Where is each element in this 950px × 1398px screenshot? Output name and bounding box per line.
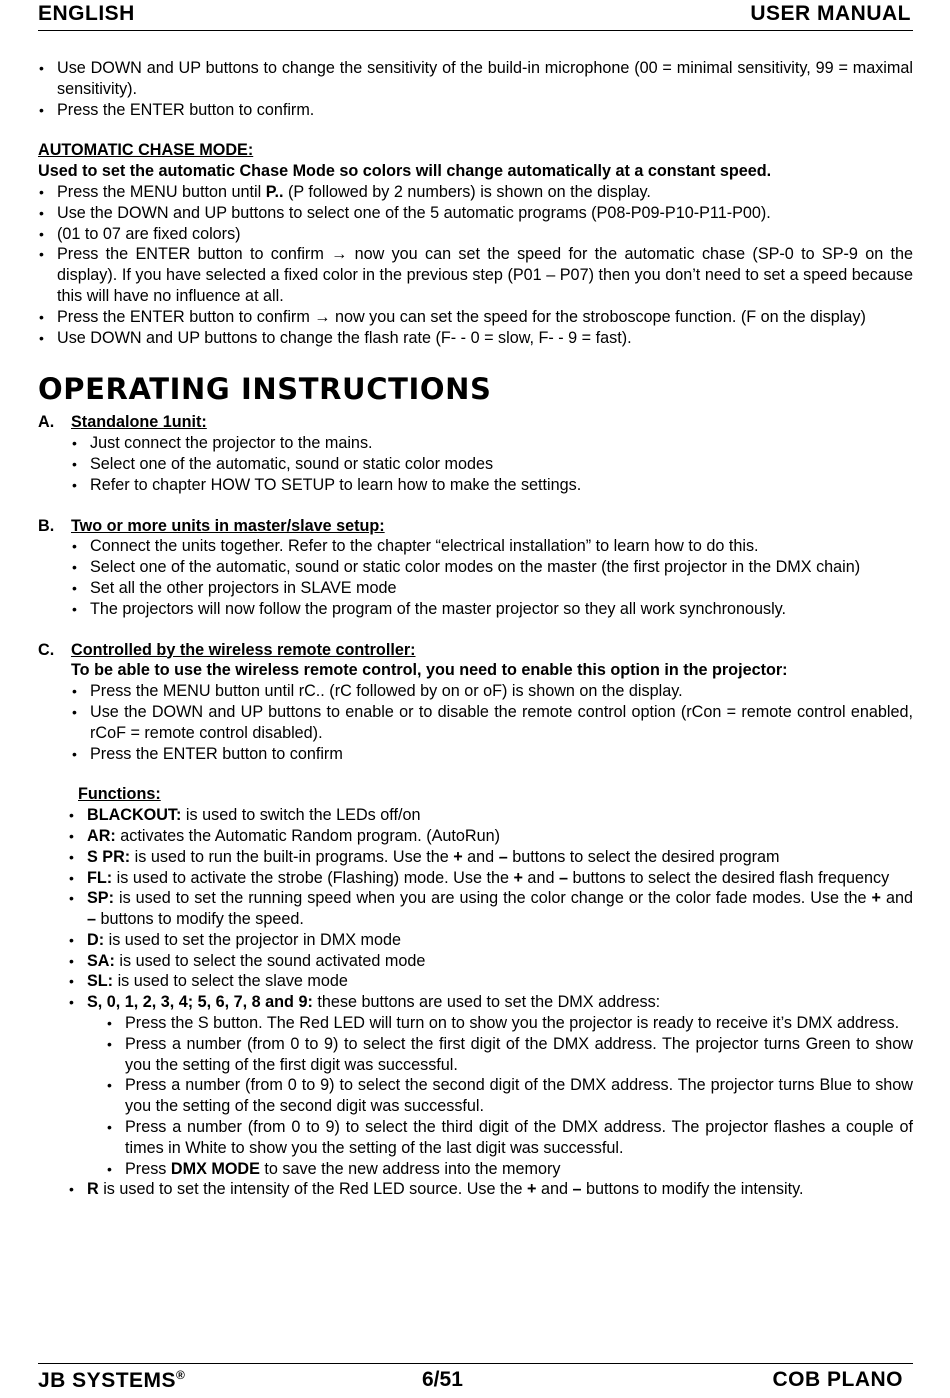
functions-list <box>68 805 913 1200</box>
header-language: ENGLISH <box>38 2 135 25</box>
list-item: • Press the ENTER button to confirm <box>71 744 913 765</box>
list-item: • Connect the units together. Refer to the chapter “electrical installation” to learn how to do this. <box>71 536 913 557</box>
auto-chase-list <box>38 182 913 348</box>
operating-instructions-heading: OPERATING INSTRUCTIONS <box>38 372 492 407</box>
list-item: • SL: is used to select the slave mode <box>68 971 913 992</box>
list-item: • S, 0, 1, 2, 3, 4; 5, 6, 7, 8 and 9: these buttons are used to set the DMX address: • Press the S button. The Red LED will turn on to show you the projector is ready to receive it’s DMX address. • Press a number (from 0 to 9) to select the first digit of the DMX address. The projector turns Green to show you the setting of the first digit was successful. • Press a number (from 0 to 9) to select the second digit of the DMX address. The projector turns Blue to show you the setting of the second digit was successful. • Press a number (from 0 to 9) to select the third digit of the DMX address. The projector flashes a couple of times in White to show you the setting of the last digit was successful. • Press DMX MODE to save the new address into the memory <box>68 992 913 1179</box>
section-b-list <box>71 536 913 619</box>
list-item: • BLACKOUT: is used to switch the LEDs off/on <box>68 805 913 826</box>
list-item: • Use the DOWN and UP buttons to enable or to disable the remote control option (rCon = remote control enabled, rCoF = remote control disabled). <box>71 702 913 744</box>
list-item: • Press a number (from 0 to 9) to select the second digit of the DMX address. The projector turns Blue to show you the setting of the second digit was successful. <box>106 1075 913 1117</box>
list-item: • Just connect the projector to the mains. <box>71 433 913 454</box>
dmx-address-steps <box>106 1013 913 1179</box>
section-a-list <box>71 433 913 495</box>
list-item: • Select one of the automatic, sound or static color modes on the master (the first projector in the DMX chain) <box>71 557 913 578</box>
list-item: • Set all the other projectors in SLAVE mode <box>71 578 913 599</box>
section-title: Controlled by the wireless remote controller: <box>71 640 416 659</box>
list-item: • Press a number (from 0 to 9) to select the third digit of the DMX address. The projector flashes a couple of times in White to show you the setting of the last digit was successful. <box>106 1117 913 1159</box>
section-c <box>38 640 913 765</box>
list-item: • D: is used to set the projector in DMX mode <box>68 930 913 951</box>
list-item: • Press the ENTER button to confirm → now you can set the speed for the automatic chase (SP-0 to SP-9 on the display). If you have selected a fixed color in the previous step (P01 – P07) then you don’t need to set a speed because this will have no influence at all. <box>38 244 913 306</box>
list-item: • (01 to 07 are fixed colors) <box>38 224 913 245</box>
page-number: 6/51 <box>422 1368 463 1391</box>
functions-title: Functions: <box>78 785 161 804</box>
footer-product: COB PLANO <box>772 1368 903 1391</box>
list-item: • The projectors will now follow the program of the master projector so they all work synchronously. <box>71 599 913 620</box>
section-title: Standalone 1unit: <box>71 413 207 432</box>
auto-chase-title: AUTOMATIC CHASE MODE: <box>38 141 254 160</box>
section-title: Two or more units in master/slave setup: <box>71 516 385 535</box>
section-label: C. <box>38 640 55 659</box>
list-item: • Press the ENTER button to confirm. <box>38 100 913 121</box>
list-item: • Select one of the automatic, sound or static color modes <box>71 454 913 475</box>
section-a <box>38 412 913 495</box>
page-content <box>38 58 913 1200</box>
list-item: • SA: is used to select the sound activated mode <box>68 951 913 972</box>
intro-list <box>38 58 913 120</box>
list-item: • Refer to chapter HOW TO SETUP to learn how to make the settings. <box>71 475 913 496</box>
section-label: A. <box>38 413 55 432</box>
section-subtitle: To be able to use the wireless remote control, you need to enable this option in the projector: <box>71 661 788 680</box>
list-item: • Use DOWN and UP buttons to change the flash rate (F- - 0 = slow, F- - 9 = fast). <box>38 328 913 349</box>
manual-page <box>38 0 913 1397</box>
list-item: • S PR: is used to run the built-in programs. Use the + and – buttons to select the desired program <box>68 847 913 868</box>
list-item: • Use DOWN and UP buttons to change the sensitivity of the build-in microphone (00 = minimal sensitivity, 99 = maximal sensitivity). <box>38 58 913 100</box>
page-footer <box>38 1363 913 1398</box>
list-item: • Use the DOWN and UP buttons to select one of the 5 automatic programs (P08-P09-P10-P11-P00). <box>38 203 913 224</box>
list-item: • Press a number (from 0 to 9) to select the first digit of the DMX address. The projector turns Green to show you the setting of the first digit was successful. <box>106 1034 913 1076</box>
list-item: • Press the S button. The Red LED will turn on to show you the projector is ready to receive it’s DMX address. <box>106 1013 913 1034</box>
footer-brand: JB SYSTEMS® <box>38 1368 186 1392</box>
section-label: B. <box>38 516 55 535</box>
list-item: • Press DMX MODE to save the new address into the memory <box>106 1159 913 1180</box>
section-b <box>38 516 913 620</box>
list-item: • AR: activates the Automatic Random program. (AutoRun) <box>68 826 913 847</box>
list-item: • Press the MENU button until rC.. (rC followed by on or oF) is shown on the display. <box>71 681 913 702</box>
list-item: • R is used to set the intensity of the Red LED source. Use the + and – buttons to modify the intensity. <box>68 1179 913 1200</box>
section-c-list <box>71 681 913 764</box>
list-item: • FL: is used to activate the strobe (Flashing) mode. Use the + and – buttons to select the desired flash frequency <box>68 868 913 889</box>
header-title: USER MANUAL <box>750 2 911 25</box>
auto-chase-subtitle: Used to set the automatic Chase Mode so colors will change automatically at a constant speed. <box>38 162 772 181</box>
list-item: • Press the ENTER button to confirm → now you can set the speed for the stroboscope function. (F on the display) <box>38 307 913 328</box>
list-item: • Press the MENU button until P.. (P followed by 2 numbers) is shown on the display. <box>38 182 913 203</box>
page-header <box>38 2 913 31</box>
list-item: • SP: is used to set the running speed when you are using the color change or the color fade modes. Use the + and – buttons to modify the speed. <box>68 888 913 930</box>
